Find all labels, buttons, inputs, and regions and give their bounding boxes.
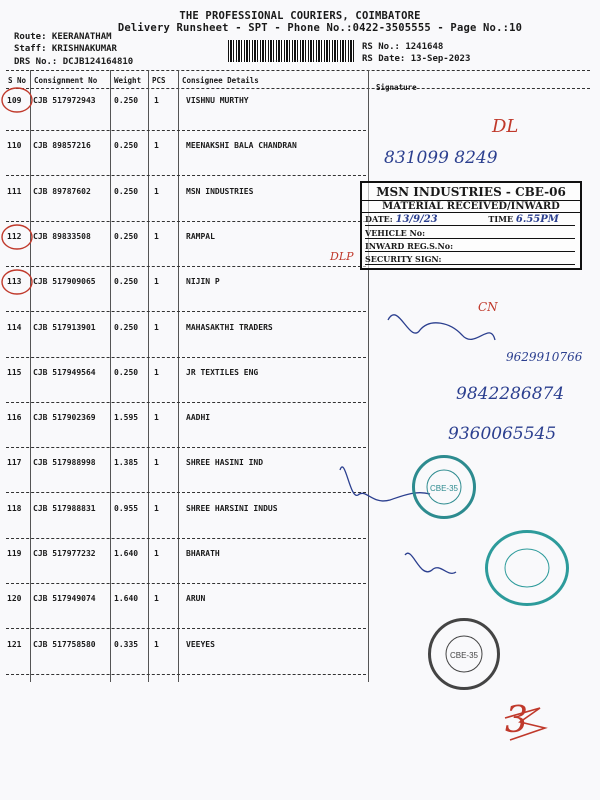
handwritten-phone-116: 9360065545 — [448, 424, 557, 444]
cell-consignment: CJB 517913901 — [33, 323, 96, 332]
cell-consignee: VISHNU MURTHY — [186, 96, 249, 105]
cell-consignment: CJB 517949564 — [33, 368, 96, 377]
stamp-vehicle: VEHICLE No: — [365, 228, 575, 239]
cell-consignment: CJB 89833508 — [33, 232, 91, 241]
cell-consignee: VEEYES — [186, 640, 215, 649]
cell-consignment: CJB 517909065 — [33, 277, 96, 286]
cell-weight: 0.250 — [114, 141, 139, 150]
col-header-consignment: Consignment No — [34, 76, 98, 85]
stamp-date-value: 13/9/23 — [395, 214, 438, 225]
cell-pcs: 1 — [154, 413, 159, 422]
bharath-seal — [485, 530, 569, 606]
cell-consignee: RAMPAL — [186, 232, 215, 241]
col-header-sno: S No — [8, 76, 27, 85]
cell-consignment: CJB 89787602 — [33, 187, 91, 196]
cell-weight: 0.250 — [114, 232, 139, 241]
cell-sno: 116 — [7, 413, 22, 422]
staff-label: Staff: KRISHNAKUMAR — [14, 44, 117, 54]
cell-sno: 119 — [7, 549, 22, 558]
cell-consignee: JR TEXTILES ENG — [186, 368, 259, 377]
col-header-consignee: Consignee Details — [182, 76, 259, 85]
cell-sno: 117 — [7, 458, 22, 467]
cell-weight: 0.250 — [114, 96, 139, 105]
cell-sno: 111 — [7, 187, 22, 196]
cell-weight: 1.640 — [114, 594, 139, 603]
cell-consignee: MAHASAKTHI TRADERS — [186, 323, 273, 332]
cell-consignee: SHREE HARSINI INDUS — [186, 504, 278, 513]
drs-number: DRS No.: DCJB124164810 — [14, 57, 134, 67]
cell-consignment: CJB 517758580 — [33, 640, 96, 649]
cell-sno: 112 — [7, 232, 22, 241]
cell-pcs: 1 — [154, 594, 159, 603]
cell-consignment: CJB 517949074 — [33, 594, 96, 603]
cell-pcs: 1 — [154, 277, 159, 286]
cell-consignee: AADHI — [186, 413, 211, 422]
handwritten-cn: CN — [478, 300, 498, 314]
cell-pcs: 1 — [154, 458, 159, 467]
handwritten-phone-115: 9842286874 — [456, 384, 565, 404]
sno-circle-113 — [2, 270, 32, 294]
cell-pcs: 1 — [154, 504, 159, 513]
stamp-security: SECURITY SIGN: — [365, 254, 575, 265]
stamp-time-value: 6.55PM — [515, 214, 559, 225]
cell-consignment: CJB 517988998 — [33, 458, 96, 467]
cell-consignment: CJB 517988831 — [33, 504, 96, 513]
col-header-weight: Weight — [114, 76, 142, 85]
cell-consignee: BHARATH — [186, 549, 220, 558]
handwritten-phone-110: 831099 8249 — [384, 148, 498, 168]
stamp-company: MSN INDUSTRIES - CBE-06 — [362, 185, 580, 201]
cell-weight: 0.250 — [114, 277, 139, 286]
col-header-signature: Signature — [376, 83, 417, 92]
stamp-date-row — [365, 214, 575, 226]
cell-sno: 120 — [7, 594, 22, 603]
signature-scribble-119 — [405, 553, 456, 573]
cell-sno: 113 — [7, 277, 22, 286]
cell-weight: 0.250 — [114, 368, 139, 377]
cell-sno: 121 — [7, 640, 22, 649]
cell-pcs: 1 — [154, 187, 159, 196]
stamp-inward: INWARD REG.S.No: — [365, 241, 575, 252]
cell-pcs: 1 — [154, 640, 159, 649]
cell-pcs: 1 — [154, 232, 159, 241]
sno-circle-109 — [2, 88, 32, 112]
cell-pcs: 1 — [154, 368, 159, 377]
handwritten-phone-114: 9629910766 — [506, 350, 583, 364]
cell-weight: 0.955 — [114, 504, 139, 513]
handwritten-dl: DL — [492, 116, 519, 137]
cell-sno: 115 — [7, 368, 22, 377]
cell-consignee: SHREE HASINI IND — [186, 458, 264, 467]
cell-sno: 109 — [7, 96, 22, 105]
cell-weight: 0.335 — [114, 640, 139, 649]
col-header-pcs: PCS — [152, 76, 166, 85]
veeyes-seal-graphic — [431, 621, 497, 687]
cell-consignee: MSN INDUSTRIES — [186, 187, 254, 196]
cell-consignment: CJB 517972943 — [33, 96, 96, 105]
svg-text:CBE-35: CBE-35 — [449, 651, 479, 660]
cell-sno: 114 — [7, 323, 22, 332]
cell-consignment: CJB 517977232 — [33, 549, 96, 558]
cell-weight: 0.250 — [114, 187, 139, 196]
runsheet-title: Delivery Runsheet - SPT - Phone No.:0422-3505555 - Page No.:10 — [117, 22, 523, 34]
harshini-seal-graphic — [415, 458, 473, 516]
handwritten-page-mark: 3 — [505, 700, 528, 741]
cell-consignee: ARUN — [186, 594, 206, 603]
msn-received-stamp — [360, 181, 582, 270]
cell-pcs: 1 — [154, 96, 159, 105]
cell-weight: 0.250 — [114, 323, 139, 332]
cell-consignee: NIJIN P — [186, 277, 220, 286]
cell-pcs: 1 — [154, 549, 159, 558]
sno-circle-112 — [2, 225, 32, 249]
signature-scribble-114 — [388, 315, 495, 340]
rs-date: RS Date: 13-Sep-2023 — [362, 54, 471, 64]
rs-number: RS No.: 1241648 — [362, 42, 444, 52]
cell-pcs: 1 — [154, 141, 159, 150]
cell-weight: 1.385 — [114, 458, 139, 467]
cell-weight: 1.595 — [114, 413, 139, 422]
company-title: THE PROFESSIONAL COURIERS, COIMBATORE — [179, 10, 421, 22]
veeyes-seal — [428, 618, 500, 690]
stamp-subtitle: MATERIAL RECEIVED/INWARD — [362, 201, 580, 213]
cell-sno: 118 — [7, 504, 22, 513]
cell-pcs: 1 — [154, 323, 159, 332]
bharath-seal-graphic — [488, 533, 566, 603]
cell-sno: 110 — [7, 141, 22, 150]
cell-consignment: CJB 517902369 — [33, 413, 96, 422]
svg-text:CBE-35: CBE-35 — [429, 484, 459, 493]
handwritten-dlp: DLP — [330, 250, 354, 263]
stamp-time-label: TIME — [488, 214, 514, 224]
route-label: Route: KEERANATHAM — [14, 32, 112, 42]
stamp-date-label: DATE: — [365, 214, 393, 224]
harshini-seal — [412, 455, 476, 519]
cell-consignment: CJB 89857216 — [33, 141, 91, 150]
cell-consignee: MEENAKSHI BALA CHANDRAN — [186, 141, 297, 150]
cell-weight: 1.640 — [114, 549, 139, 558]
